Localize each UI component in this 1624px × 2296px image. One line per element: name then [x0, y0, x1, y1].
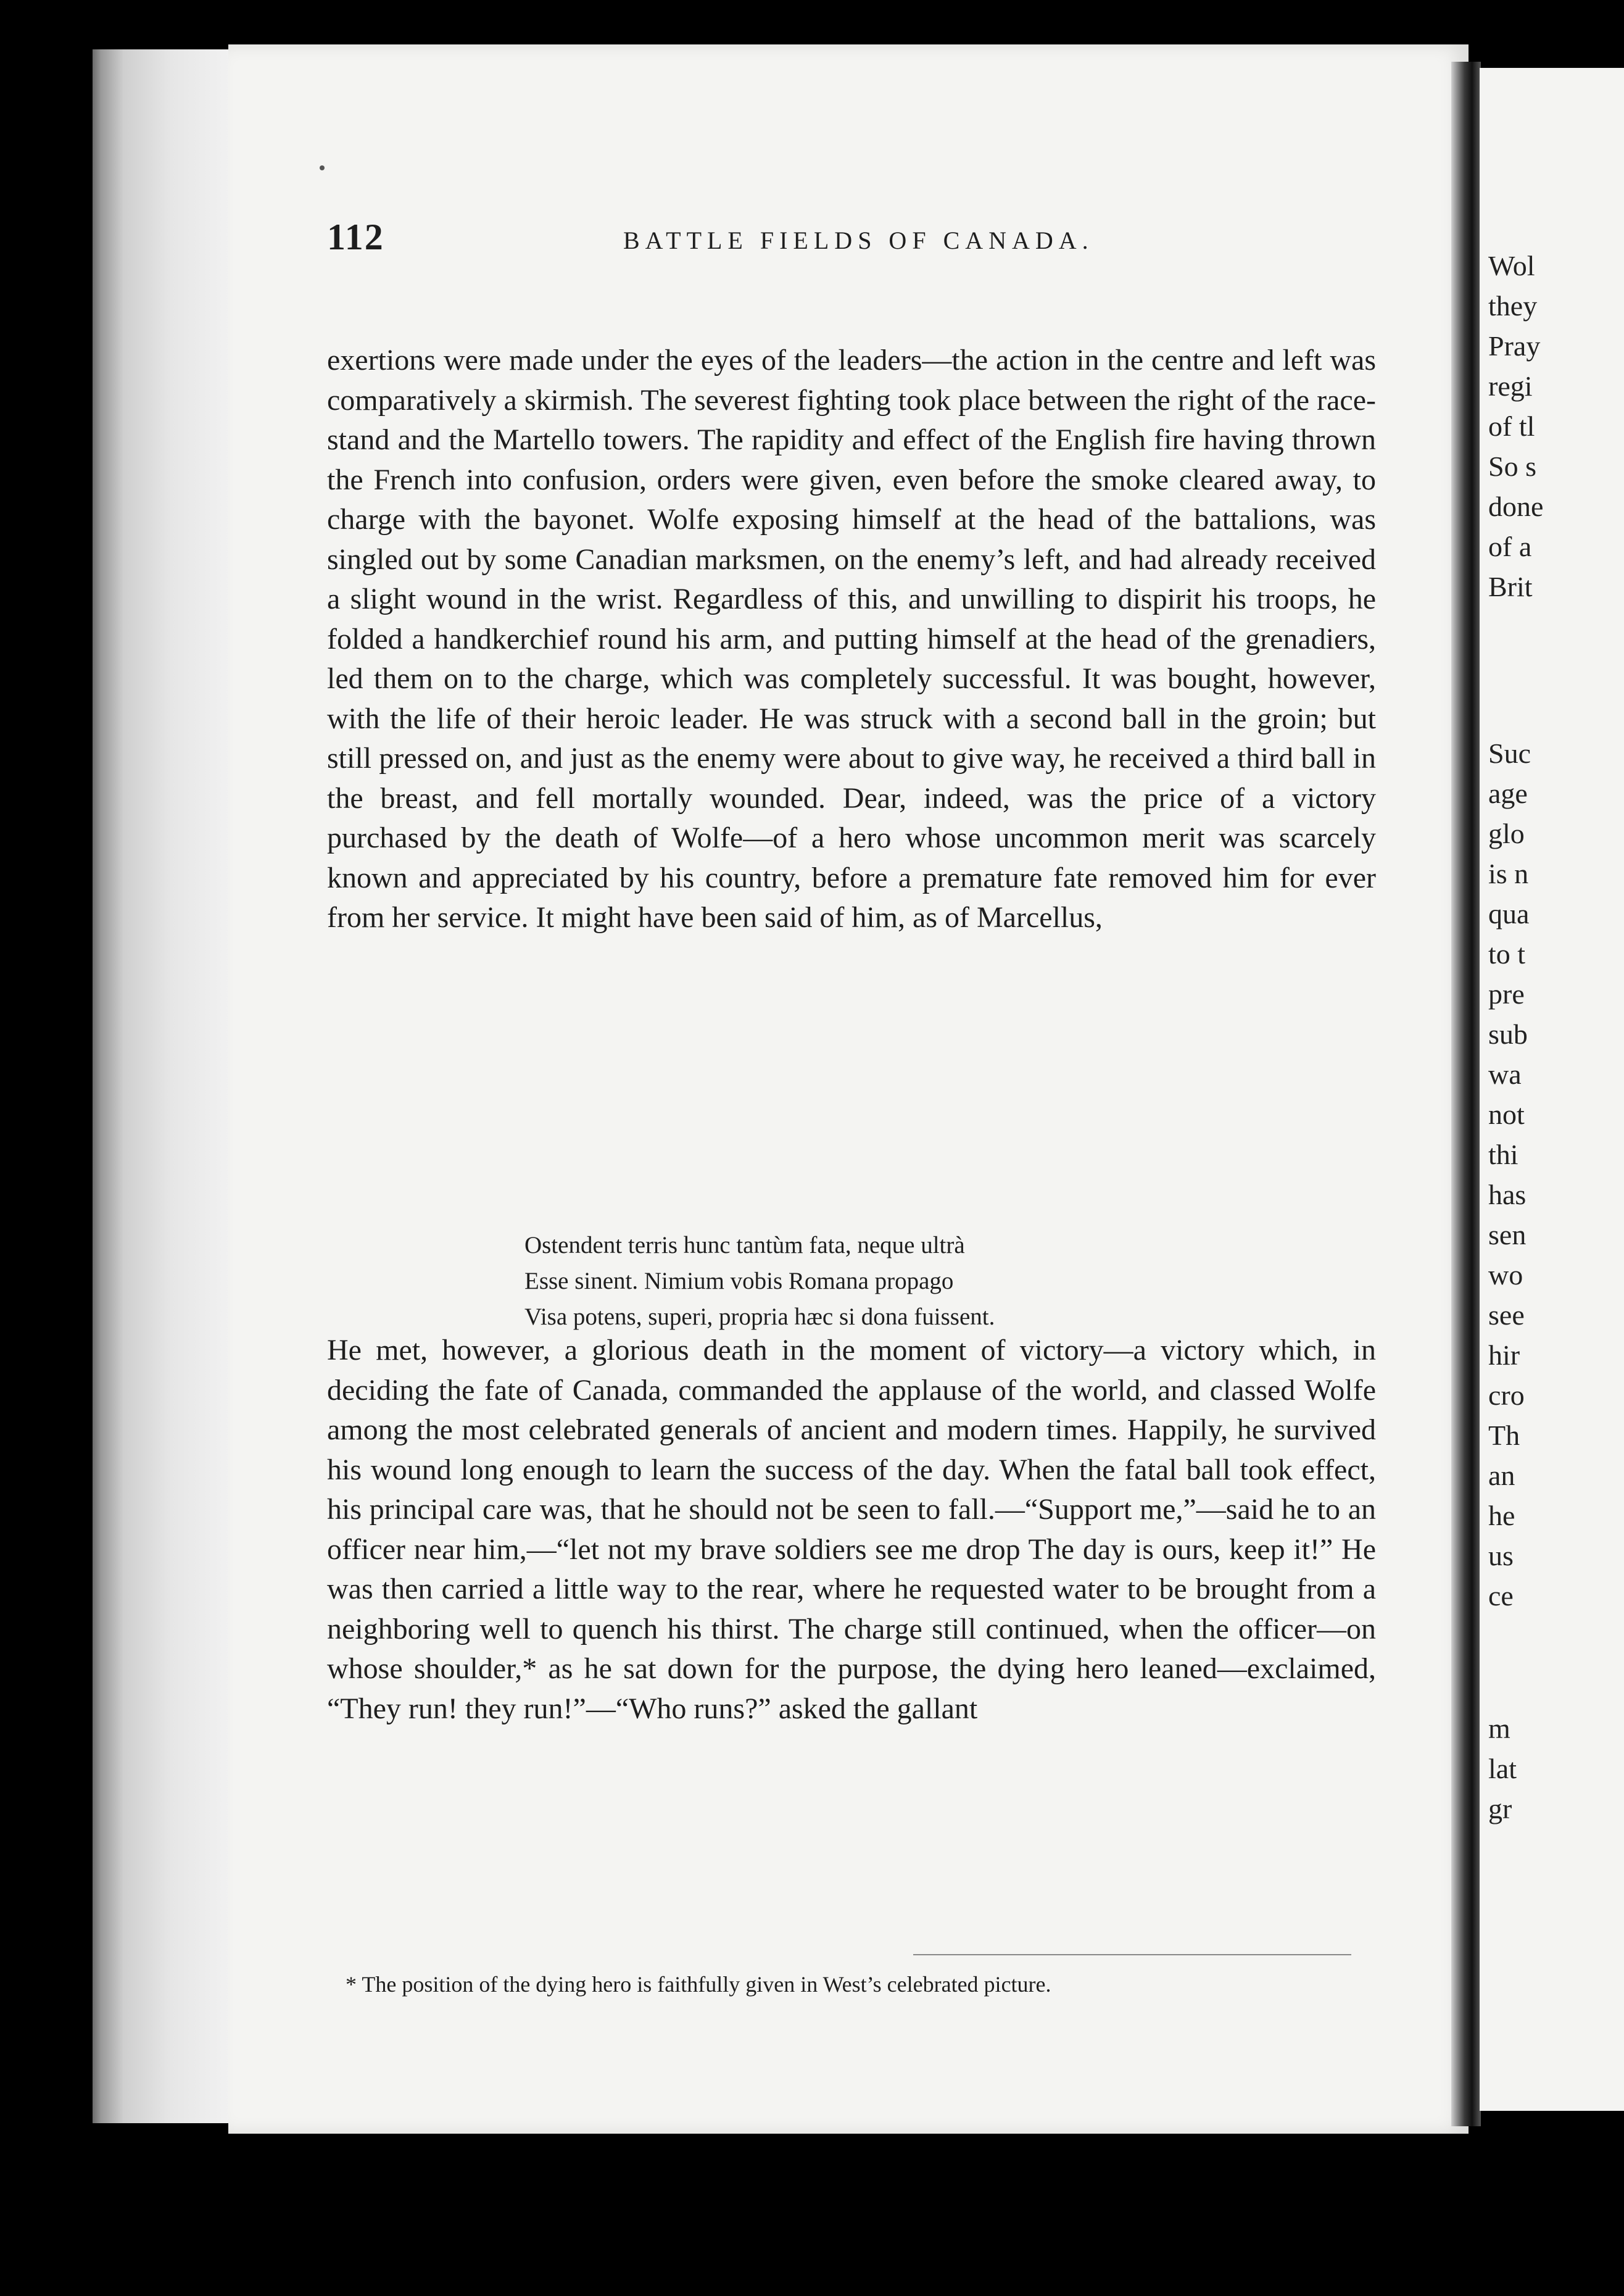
facing-line: glo [1488, 818, 1525, 849]
verse-line: Ostendent terris hunc tantùm fata, neque ultrà [524, 1232, 965, 1258]
book-edge [93, 49, 234, 2123]
facing-line: Suc [1488, 738, 1531, 769]
footnote: * The position of the dying hero is faithfully given in West’s celebrated picture. [346, 1972, 1051, 1997]
facing-line: Brit [1488, 571, 1533, 602]
facing-line: Pray [1488, 330, 1541, 362]
facing-line: us [1488, 1540, 1514, 1571]
facing-line: wa [1488, 1059, 1522, 1090]
facing-line: So s [1488, 451, 1536, 482]
book-page [228, 44, 1469, 2134]
footnote-divider [913, 1954, 1351, 1955]
facing-line: is n [1488, 858, 1529, 889]
facing-line: lat [1488, 1753, 1517, 1784]
facing-line: regi [1488, 370, 1533, 402]
facing-line: of tl [1488, 410, 1535, 442]
facing-line: has [1488, 1179, 1527, 1210]
facing-line: Th [1488, 1420, 1520, 1451]
speck [320, 165, 325, 170]
facing-line: they [1488, 290, 1538, 322]
verse-line: Esse sinent. Nimium vobis Romana propago [524, 1268, 954, 1294]
verse-line: Visa potens, superi, propria hæc si dona fuissent. [524, 1304, 995, 1330]
facing-line: pre [1488, 978, 1525, 1010]
facing-line: sub [1488, 1018, 1528, 1050]
facing-line: wo [1488, 1259, 1523, 1291]
book-gutter [1451, 62, 1481, 2126]
facing-line: see [1488, 1299, 1525, 1331]
facing-line: age [1488, 778, 1528, 809]
facing-line: he [1488, 1500, 1515, 1531]
page-number: 112 [327, 217, 384, 257]
facing-line: done [1488, 491, 1544, 522]
latin-verse [524, 1228, 1265, 1335]
facing-line: sen [1488, 1219, 1527, 1250]
facing-line: ce [1488, 1580, 1514, 1612]
facing-line: Wol [1488, 250, 1535, 281]
facing-line: thi [1488, 1139, 1518, 1170]
body-paragraph-1: exertions were made under the eyes of the leaders—the action in the centre and left was comparatively a skirmish. The severest fighting took place between the right of the race-stand and the Martello towers. The rapidity and effect of the English fire having thrown the French into confusion, orders were given, even before the smoke cleared away, to charge with the bayonet. Wolfe exposing himself at the head of the battalions, was singled out by some Canadian marksmen, on the enemy’s left, and had already received a slight wound in the wrist. Regardless of this, and unwilling to dispirit his troops, he folded a handkerchief round his arm, and putting himself at the head of the grenadiers, led them on to the charge, which was completely successful. It was bought, however, with the life of their heroic leader. He was struck with a second ball in the groin; but still pressed on, and just as the enemy were about to give way, he received a third ball in the breast, and fell mortally wounded. Dear, indeed, was the price of a victory purchased by the death of Wolfe—of a hero whose uncommon merit was scarcely known and appreciated by his country, before a premature fate removed him for ever from her service. It might have been said of him, as of Marcellus, [327, 344, 1376, 934]
facing-line: of a [1488, 531, 1532, 562]
facing-line: to t [1488, 938, 1526, 970]
running-head: BATTLE FIELDS OF CANADA. [623, 227, 1094, 254]
facing-line: m [1488, 1713, 1510, 1744]
facing-line: hir [1488, 1339, 1520, 1371]
facing-line: gr [1488, 1793, 1512, 1824]
facing-line: qua [1488, 898, 1530, 930]
facing-line: an [1488, 1460, 1515, 1491]
facing-page [1480, 68, 1624, 2111]
facing-line: cro [1488, 1379, 1525, 1411]
facing-line: not [1488, 1099, 1525, 1130]
body-paragraph-2: He met, however, a glorious death in the moment of victory—a victory which, in deciding the fate of Canada, commanded the applause of the world, and classed Wolfe among the most celebrated generals of ancient and modern times. Happily, he survived his wound long enough to learn the success of the day. When the fatal ball took effect, his principal care was, that he should not be seen to fall.—“Support me,”—said he to an officer near him,—“let not my brave soldiers see me drop The day is ours, keep it!” He was then carried a little way to the rear, where he requested water to be brought from a neighboring well to quench his thirst. The charge still continued, when the officer—on whose shoulder,* as he sat down for the purpose, the dying hero leaned—exclaimed, “They run! they run!”—“Who runs?” asked the gallant [327, 1334, 1376, 1725]
